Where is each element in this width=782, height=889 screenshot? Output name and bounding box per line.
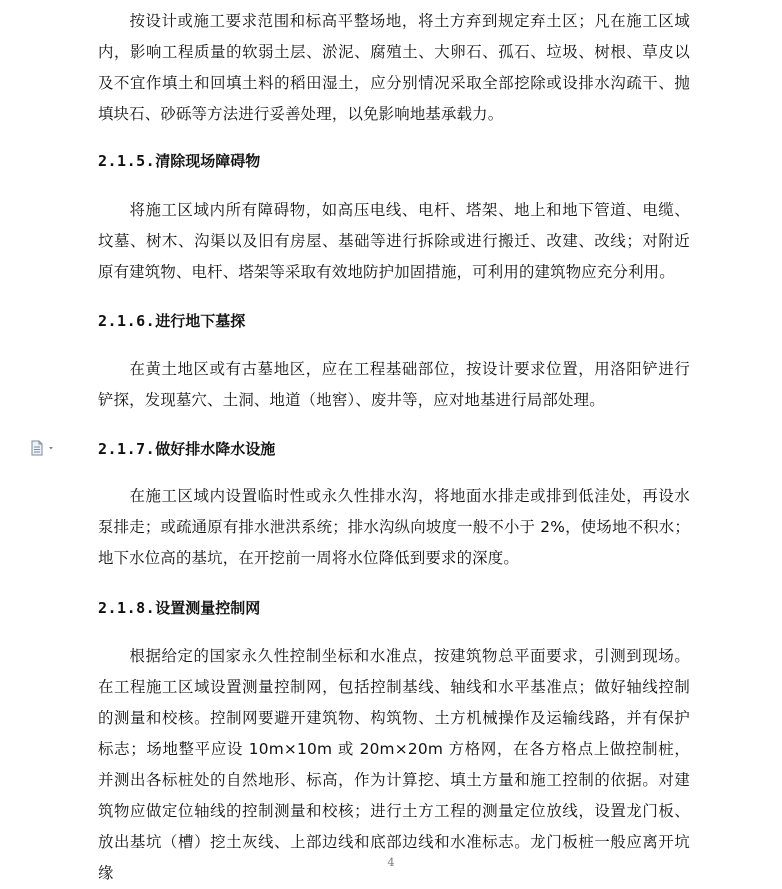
paragraph-site-leveling: [98, 6, 690, 130]
heading-number: 2.1.8.: [98, 599, 156, 617]
heading-2-1-7: [98, 438, 275, 460]
paragraph-clear-obstacles: [98, 195, 690, 288]
heading-number: 2.1.5.: [98, 152, 156, 170]
heading-title: 设置测量控制网: [155, 599, 261, 617]
paragraph-tomb-probing: [98, 354, 690, 416]
page-number: 4: [387, 856, 395, 869]
paragraph-text: 在黄土地区或有古墓地区，应在工程基础部位，按设计要求位置，用洛阳铲进行铲探，发现墓穴、土洞、地道（地窖）、废井等，应对地基进行局部处理。: [98, 360, 690, 409]
heading-title: 进行地下墓探: [155, 312, 246, 330]
heading-title: 清除现场障碍物: [155, 152, 261, 170]
heading-number: 2.1.6.: [98, 312, 156, 330]
heading-2-1-6: [98, 310, 245, 332]
paragraph-survey-network: [98, 641, 690, 889]
paragraph-text: 按设计或施工要求范围和标高平整场地，将土方弃到规定弃土区；凡在施工区域内，影响工程质量的软弱土层、淤泥、腐殖土、大卵石、孤石、垃圾、树根、草皮以及不宜作填土和回填土料的稻田湿土，应分别情况采取全部挖除或设排水沟疏干、抛填块石、砂砾等方法进行妥善处理，以免影响地基承载力。: [98, 12, 690, 123]
heading-2-1-5: [98, 150, 260, 172]
heading-2-1-8: [98, 597, 260, 619]
paragraph-text: 在施工区域内设置临时性或永久性排水沟，将地面水排走或排到低洼处，再设水泵排走；或疏通原有排水泄洪系统；排水沟纵向坡度一般不小于 2%，使场地不积水；地下水位高的基坑，在开挖前一周将水位降低到要求的深度。: [98, 487, 690, 567]
paragraph-text: 将施工区域内所有障碍物，如高压电线、电杆、塔架、地上和地下管道、电缆、坟墓、树木、沟渠以及旧有房屋、基础等进行拆除或进行搬迁、改建、改线；对附近原有建筑物、电杆、塔架等采取有效地防护加固措施，可利用的建筑物应充分利用。: [98, 201, 690, 281]
paragraph-text: 根据给定的国家永久性控制坐标和水准点，按建筑物总平面要求，引测到现场。在工程施工区域设置测量控制网，包括控制基线、轴线和水平基准点；做好轴线控制的测量和校核。控制网要避开建筑物、构筑物、土方机械操作及运输线路，并有保护标志；场地整平应设 10m×10m 或 20m×20m 方格网，在各方格点上做控制桩，并测出各标桩处的自然地形、标高，作为计算挖、填土方量和施工控制的依据。对建筑物应做定位轴线的控制测量和校核；进行土方工程的测量定位放线，设置龙门板、放出基坑（槽）挖土灰线、上部边线和底部边线和水准标志。龙门板桩一般应离开坑缘: [98, 647, 690, 882]
paragraph-drainage: [98, 481, 690, 574]
heading-title: 做好排水降水设施: [155, 440, 276, 458]
heading-number: 2.1.7.: [98, 440, 156, 458]
document-options-icon[interactable]: [30, 440, 60, 456]
